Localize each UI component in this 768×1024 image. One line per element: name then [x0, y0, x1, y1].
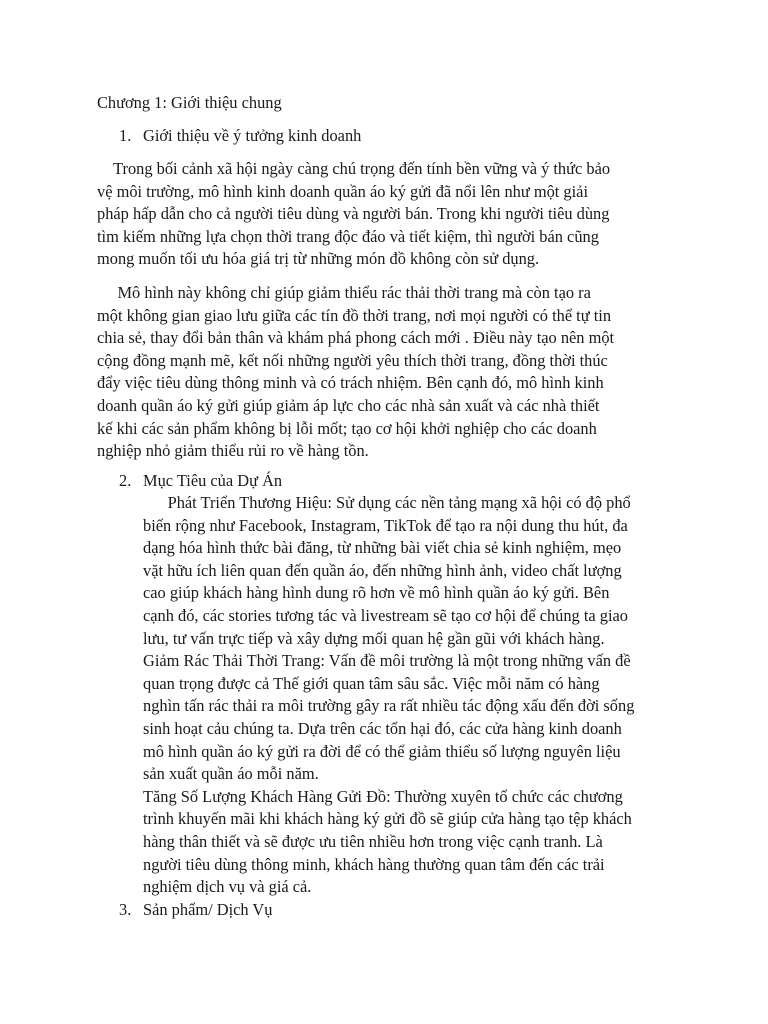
goal-line: cạnh đó, các stories tương tác và livestream sẽ tạo cơ hội để chúng ta giao [143, 605, 628, 625]
goal-line: Tăng Số Lượng Khách Hàng Gửi Đồ: Thường xuyên tổ chức các chương [143, 786, 623, 806]
paragraph-line: một không gian giao lưu giữa các tín đồ thời trang, nơi mọi người có thể tự tin [97, 305, 612, 325]
goal-line: hàng thân thiết và sẽ được ưu tiên nhiều hơn trong việc cạnh tranh. Là [143, 831, 603, 851]
goal-line: nghiệm dịch vụ và giá cả. [143, 877, 312, 897]
section-2-number: 2. [119, 471, 132, 490]
paragraph-line: tìm kiếm những lựa chọn thời trang độc đáo và tiết kiệm, thì người bán cũng [97, 226, 599, 246]
goal-line: trình khuyến mãi khi khách hàng ký gửi đồ sẽ giúp cửa hàng tạo tệp khách [143, 809, 632, 829]
paragraph-line: chia sẻ, thay đổi bản thân và khám phá phong cách mới . Điều này tạo nên một [97, 328, 615, 348]
goal-line: mô hình quần áo ký gửi ra đời để có thể giảm thiểu số lượng nguyên liệu [143, 741, 621, 761]
section-2-goals [143, 492, 683, 899]
section-2-heading [119, 470, 282, 493]
paragraph-line: vệ môi trường, mô hình kinh doanh quần áo ký gửi đã nổi lên như một giải [97, 181, 589, 201]
paragraph-line: Mô hình này không chỉ giúp giảm thiểu rác thải thời trang mà còn tạo ra [97, 283, 591, 302]
goal-line: biến rộng như Facebook, Instagram, TikTok để tạo ra nội dung thu hút, đa [143, 515, 628, 535]
paragraph-line: nghiệp nhỏ giảm thiểu rủi ro về hàng tồn. [97, 441, 369, 461]
goal-line: vặt hữu ích liên quan đến quần áo, đến những hình ảnh, video chất lượng [143, 560, 622, 580]
paragraph-line: doanh quần áo ký gửi giúp giảm áp lực cho các nhà sản xuất và các nhà thiết [97, 395, 600, 415]
paragraph-line: mong muốn tối ưu hóa giá trị từ những món đồ không còn sử dụng. [97, 249, 540, 269]
chapter-title: Chương 1: Giới thiệu chung [97, 93, 282, 112]
goal-line: người tiêu dùng thông minh, khách hàng thường quan tâm đến các trải [143, 854, 605, 874]
goal-line: sinh hoạt cảu chúng ta. Dựa trên các tổn hại đó, các cửa hàng kinh doanh [143, 718, 622, 738]
goal-line: sản xuất quần áo mỗi năm. [143, 764, 319, 784]
section-1-heading [119, 125, 361, 148]
paragraph-line: kế khi các sản phẩm không bị lỗi mốt; tạo cơ hội khởi nghiệp cho các doanh [97, 418, 597, 438]
goal-line: lưu, tư vấn trực tiếp và xây dựng mối quan hệ gần gũi với khách hàng. [143, 628, 605, 648]
section-3-number: 3. [119, 900, 132, 919]
goal-line: dạng hóa hình thức bài đăng, từ những bài viết chia sẻ kinh nghiệm, mẹo [143, 538, 622, 558]
paragraph-line: pháp hấp dẫn cho cả người tiêu dùng và người bán. Trong khi người tiêu dùng [97, 204, 610, 224]
section-1-paragraph-1 [97, 158, 682, 271]
goal-line: nghìn tấn rác thải ra môi trường gây ra rất nhiều tác động xấu đến đời sống [143, 696, 635, 716]
goal-line: cao giúp khách hàng hình dung rõ hơn về mô hình quần áo ký gửi. Bên [143, 583, 610, 603]
section-3-title: Sản phẩm/ Dịch Vụ [143, 900, 273, 919]
paragraph-line: cộng đồng mạnh mẽ, kết nối những người yêu thích thời trang, đồng thời thúc [97, 350, 608, 370]
section-2-title: Mục Tiêu của Dự Án [143, 471, 283, 490]
paragraph-line: đẩy việc tiêu dùng thông minh và có trách nhiệm. Bên cạnh đó, mô hình kinh [97, 373, 604, 393]
section-3-heading [119, 899, 272, 922]
section-1-title: Giới thiệu về ý tưởng kinh doanh [143, 126, 362, 145]
section-1-paragraph-2 [97, 282, 682, 463]
goal-line: quan trọng được cả Thế giới quan tâm sâu sắc. Việc mỗi năm có hàng [143, 673, 600, 693]
goal-line: Giảm Rác Thải Thời Trang: Vấn đề môi trường là một trong những vấn đề [143, 651, 631, 671]
paragraph-line: Trong bối cảnh xã hội ngày càng chú trọng đến tính bền vững và ý thức bảo [97, 159, 611, 178]
section-1-number: 1. [119, 126, 132, 145]
goal-line: Phát Triển Thương Hiệu: Sử dụng các nền tảng mạng xã hội có độ phổ [143, 493, 631, 512]
